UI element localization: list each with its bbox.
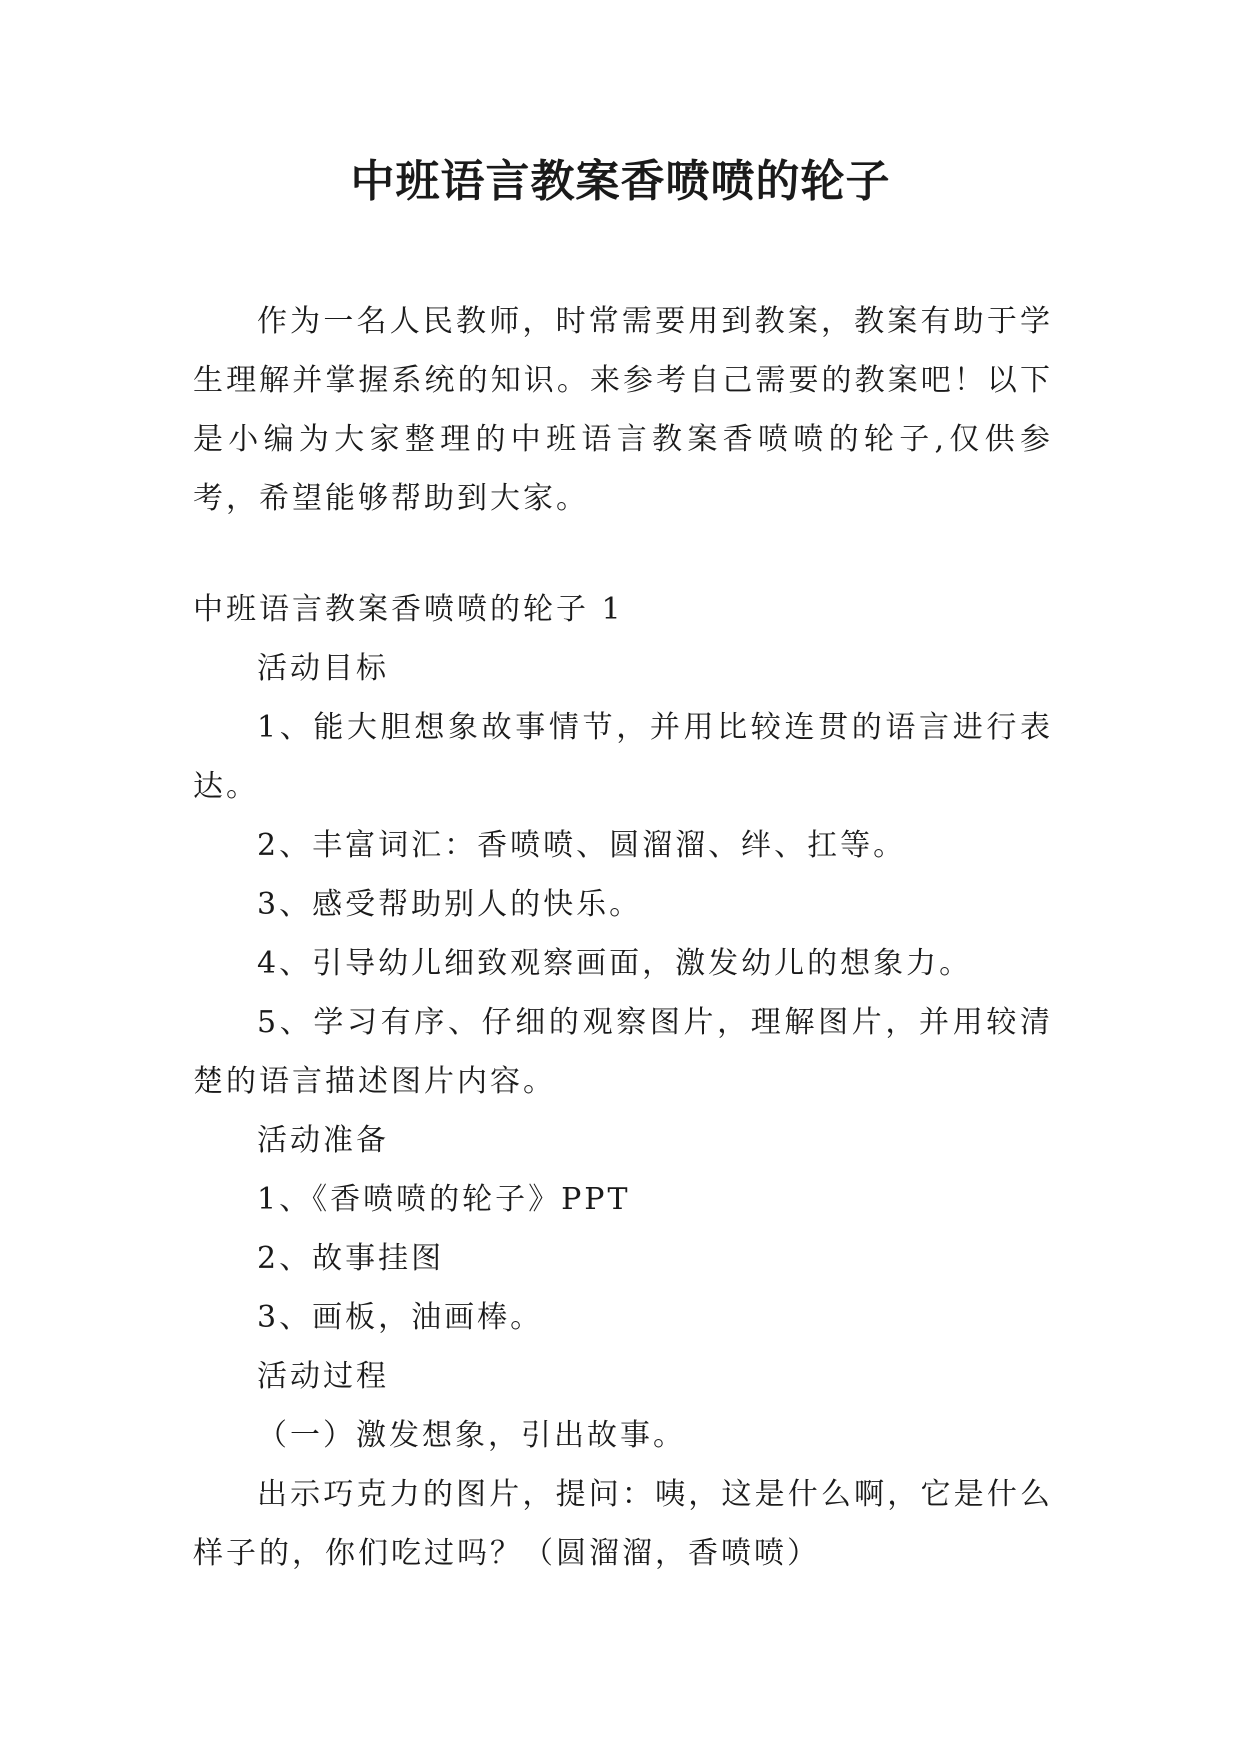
prep-item-1: 1、《香喷喷的轮子》PPT [257, 1182, 631, 1217]
goal-item-5: 5、学习有序、仔细的观察图片，理解图片，并用较清楚的语言描述图片内容。 [193, 1005, 1053, 1099]
goal-item-2: 2、丰富词汇：香喷喷、圆溜溜、绊、扛等。 [257, 828, 907, 863]
process-step-1: （一）激发想象，引出故事。 [257, 1418, 686, 1453]
process-heading: 活动过程 [257, 1359, 389, 1394]
section-heading: 中班语言教案香喷喷的轮子 1 [193, 592, 624, 627]
intro-paragraph: 作为一名人民教师，时常需要用到教案，教案有助于学生理解并掌握系统的知识。来参考自己需要的教案吧！以下是小编为大家整理的中班语言教案香喷喷的轮子,仅供参考，希望能够帮助到大家。 [193, 304, 1053, 516]
intro-block [193, 292, 1053, 528]
prep-item-2: 2、故事挂图 [257, 1241, 445, 1276]
goals-heading: 活动目标 [257, 651, 389, 686]
goal-item-3: 3、感受帮助别人的快乐。 [257, 887, 643, 922]
process-step-1-text: 出示巧克力的图片，提问：咦，这是什么啊，它是什么样子的，你们吃过吗？（圆溜溜，香喷喷） [193, 1477, 1053, 1571]
document-title: 中班语言教案香喷喷的轮子 [350, 156, 891, 207]
goal-item-1: 1、能大胆想象故事情节，并用比较连贯的语言进行表达。 [193, 710, 1053, 804]
goal-item-4: 4、引导幼儿细致观察画面，激发幼儿的想象力。 [257, 946, 973, 981]
prep-heading: 活动准备 [257, 1123, 389, 1158]
lesson-body [193, 580, 1053, 1583]
prep-item-3: 3、画板，油画棒。 [257, 1300, 544, 1335]
